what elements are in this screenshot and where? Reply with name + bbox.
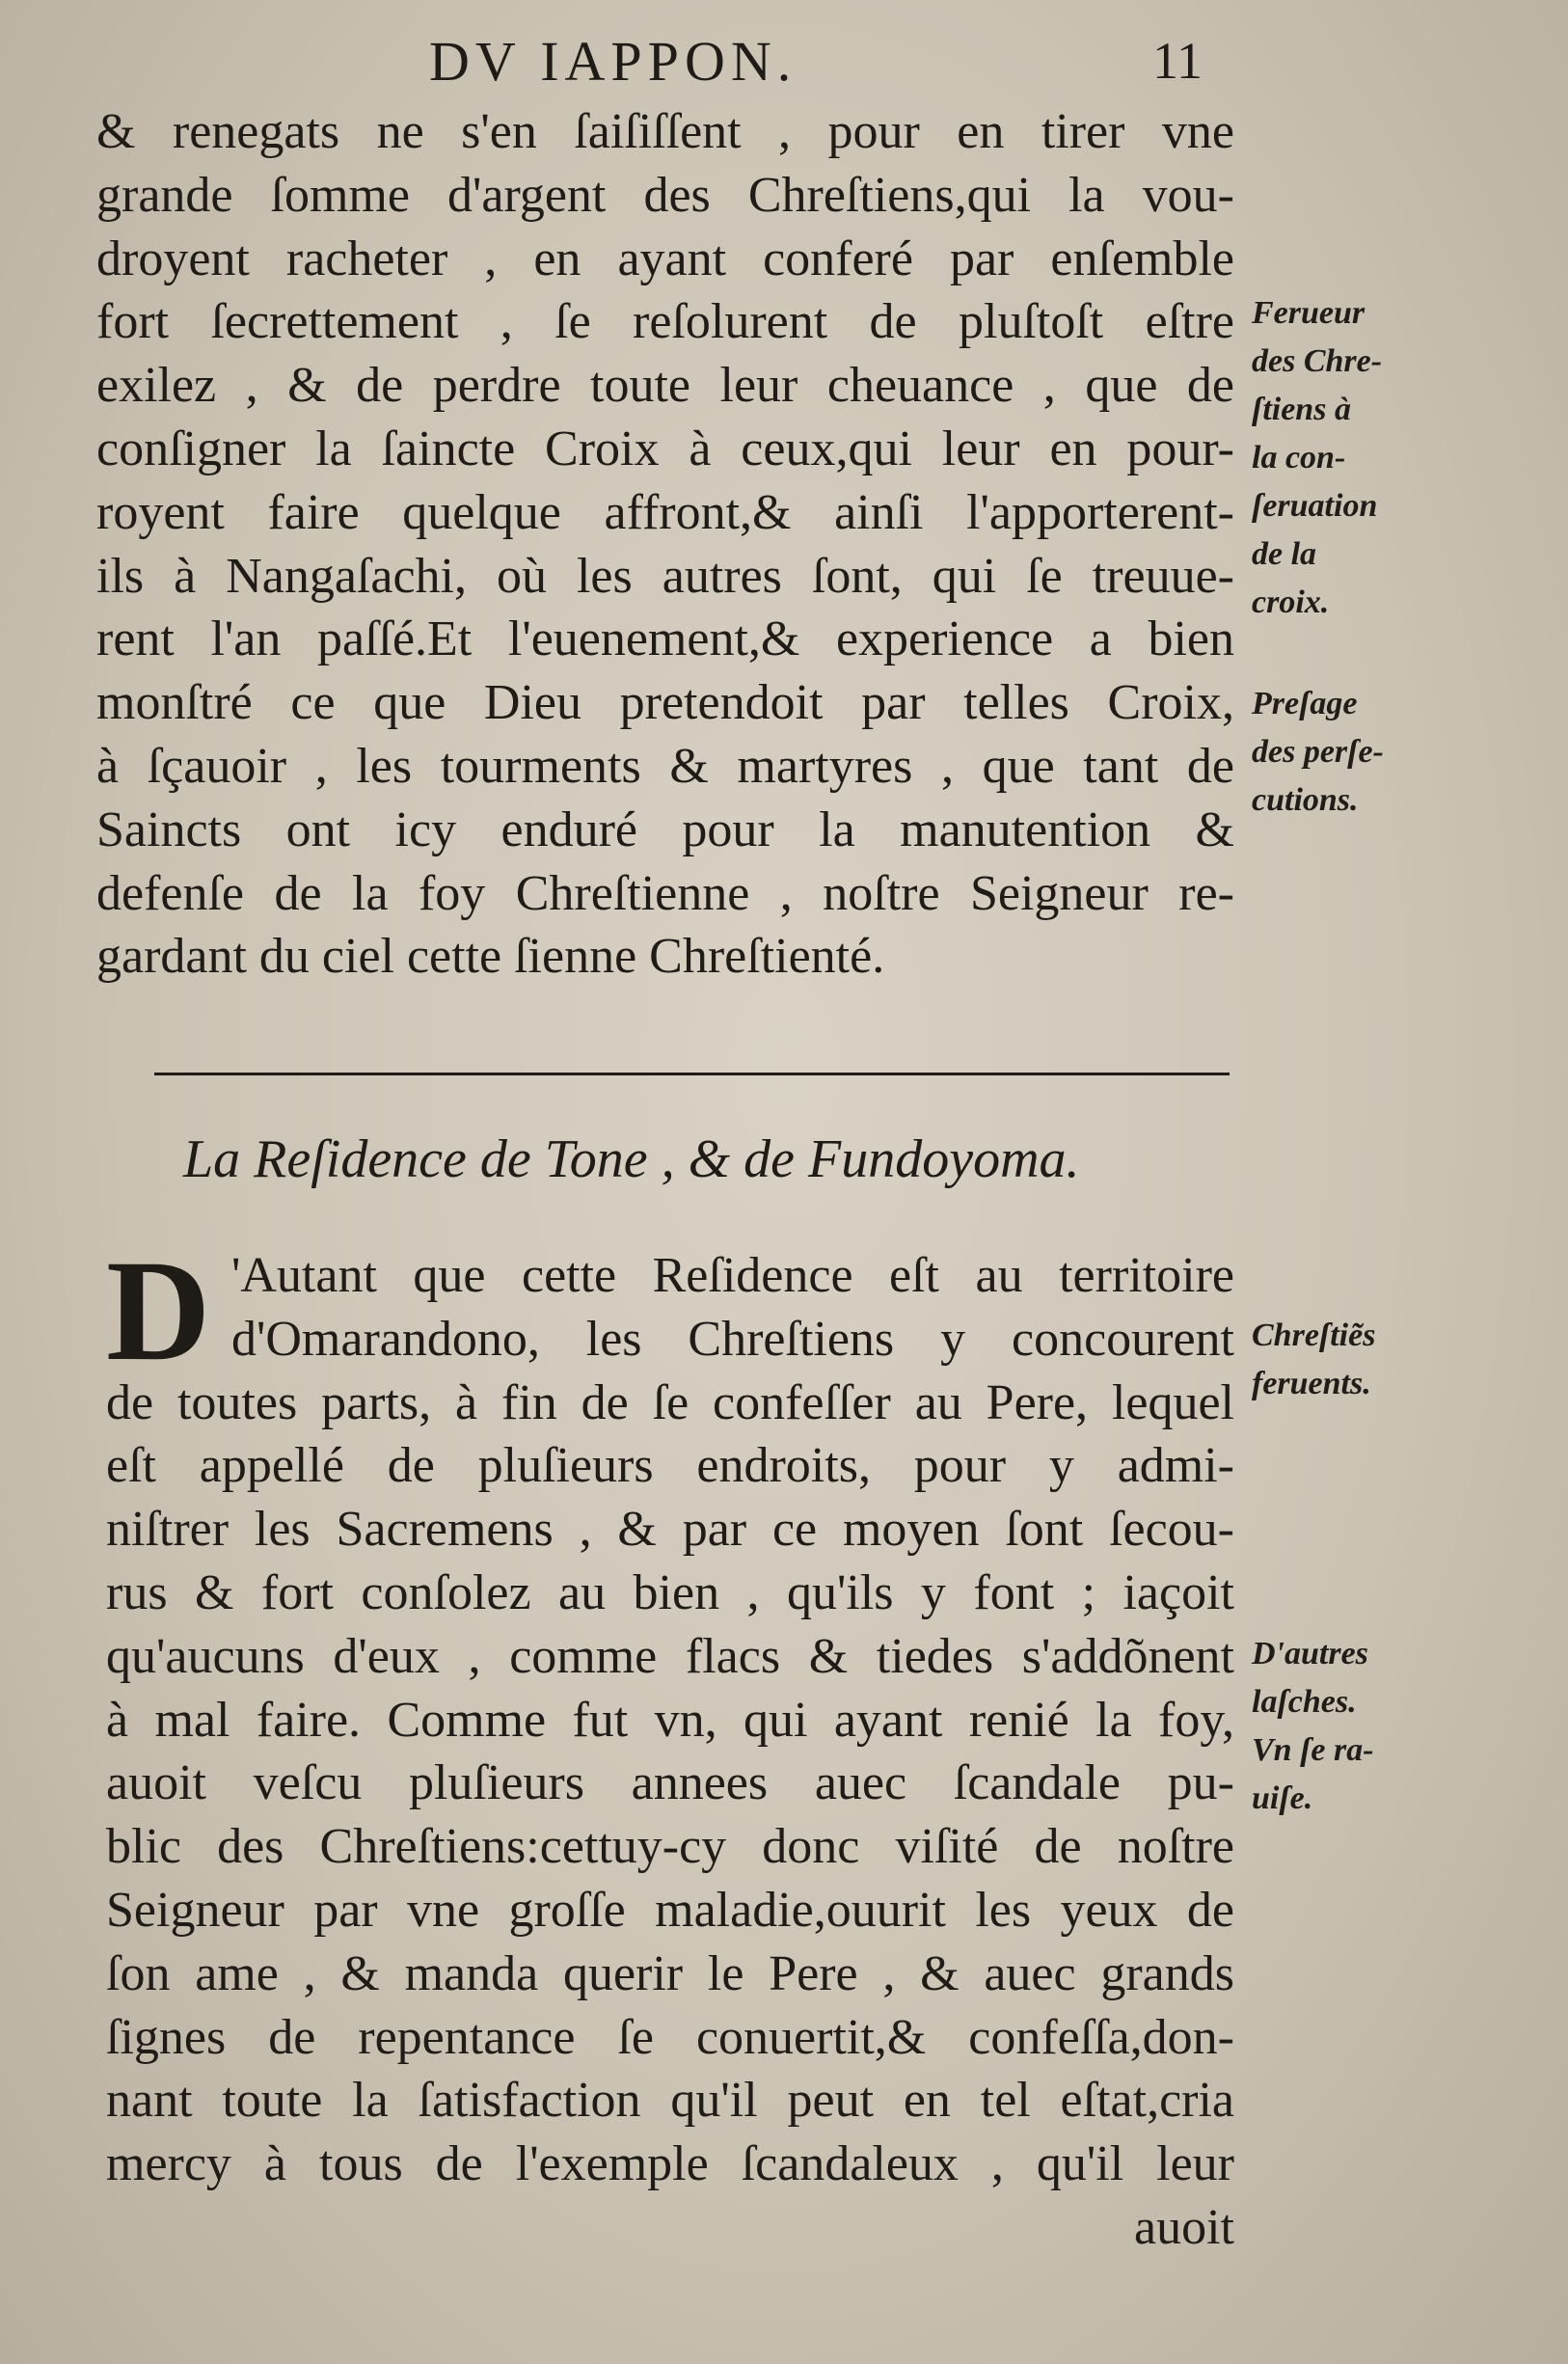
- marginal-note: Ferueur des Chre- ſtiens à la con- ſeruation de la croix.: [1252, 295, 1383, 620]
- marginal-note: Chreſtiẽs feruents.: [1252, 1318, 1376, 1401]
- marginal-note: Preſage des perſe- cutions.: [1252, 686, 1384, 818]
- text-line: 'Autant que cette Reſidence eſt au territoire: [231, 1248, 1234, 1303]
- text-line: eſt appellé de pluſieurs endroits, pour y admi-: [106, 1438, 1234, 1494]
- drop-cap: D: [106, 1231, 211, 1391]
- text-line: niſtrer les Sacremens , & par ce moyen ſont ſecou-: [106, 1502, 1234, 1558]
- text-line: & renegats ne s'en ſaiſiſſent , pour en tirer vne: [96, 104, 1234, 159]
- text-line: rus & fort conſolez au bien , qu'ils y font ; iaçoit: [106, 1564, 1234, 1620]
- text-line: nant toute la ſatisfaction qu'il peut en tel eſtat,cria: [106, 2073, 1234, 2129]
- section-rule: [154, 1073, 1230, 1075]
- text-line: grande ſomme d'argent des Chreſtiens,qui la vou-: [96, 167, 1234, 223]
- text-line: Seigneur par vne groſſe maladie,ouurit les yeux de: [106, 1882, 1234, 1938]
- text-line: defenſe de la foy Chreſtienne , noſtre Seigneur re-: [96, 865, 1234, 921]
- text-line: exilez , & de perdre toute leur cheuance , que de: [96, 358, 1234, 414]
- text-line: d'Omarandono, les Chreſtiens y concourent: [231, 1311, 1234, 1367]
- text-line: mercy à tous de l'exemple ſcandaleux , qu'il leur: [106, 2136, 1234, 2192]
- text-line: gardant du ciel cette ſienne Chreſtienté.: [96, 929, 885, 985]
- text-line: à ſçauoir , les tourments & martyres , que tant de: [96, 738, 1234, 794]
- text-line: Saincts ont icy enduré pour la manutention &: [96, 802, 1234, 857]
- text-line: droyent racheter , en ayant conferé par enſemble: [96, 231, 1234, 286]
- text-line: à mal faire. Comme fut vn, qui ayant renié la foy,: [106, 1692, 1234, 1748]
- section-heading: La Reſidence de Tone , & de Fundoyoma.: [183, 1129, 1080, 1189]
- text-line: ils à Nangaſachi, où les autres ſont, qui ſe treuue-: [96, 548, 1234, 604]
- text-line: monſtré ce que Dieu pretendoit par telles Croix,: [96, 675, 1234, 731]
- running-title: DV IAPPON.: [429, 30, 798, 93]
- text-line: ſon ame , & manda querir le Pere , & auec grands: [106, 1945, 1234, 2001]
- text-line: royent faire quelque affront,& ainſi l'apporterent-: [96, 484, 1234, 540]
- text-line: ſignes de repentance ſe conuertit,& confeſſa,don-: [106, 2009, 1234, 2065]
- text-line: qu'aucuns d'eux , comme flacs & tiedes s'addõnent: [106, 1628, 1234, 1684]
- text-line: fort ſecrettement , ſe reſolurent de pluſtoſt eſtre: [96, 294, 1234, 350]
- marginal-note: D'autres laſches. Vn ſe ra- uiſe.: [1252, 1636, 1374, 1816]
- text-line: de toutes parts, à fin de ſe confeſſer au Pere, lequel: [106, 1374, 1234, 1430]
- body-text-top: [96, 100, 1234, 989]
- text-line: rent l'an paſſé.Et l'euenement,& experience a bien: [96, 611, 1234, 667]
- text-line: auoit veſcu pluſieurs annees auec ſcandale pu-: [106, 1755, 1234, 1811]
- body-text-bottom: [106, 1231, 1234, 2260]
- catchword: auoit: [1134, 2199, 1234, 2255]
- text-line: blic des Chreſtiens:cettuy-cy donc viſité de noſtre: [106, 1819, 1234, 1875]
- text-line: conſigner la ſaincte Croix à ceux,qui leur en pour-: [96, 421, 1234, 476]
- page-number: 11: [1152, 32, 1203, 90]
